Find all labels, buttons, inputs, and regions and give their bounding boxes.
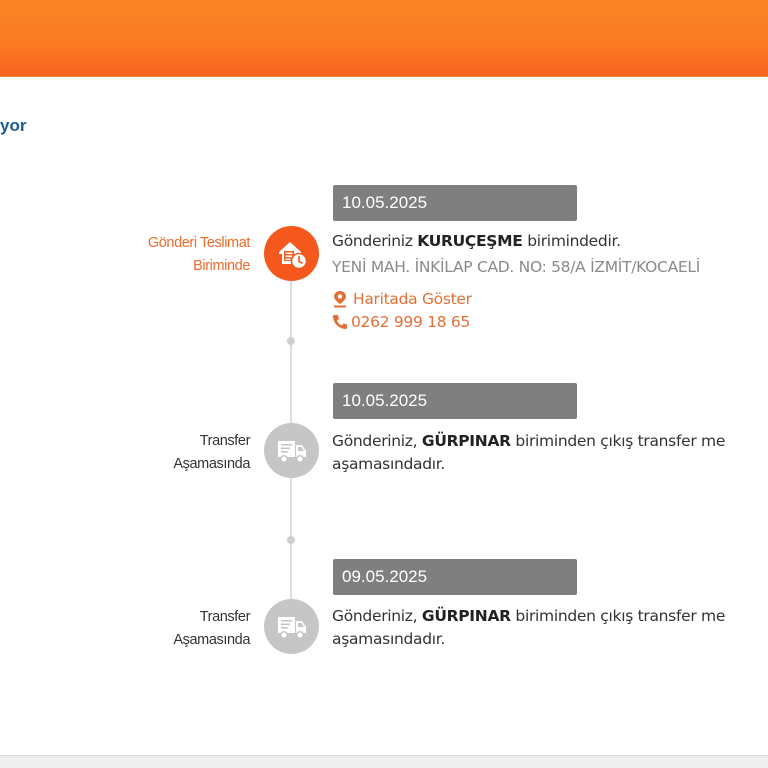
event-status-label	[148, 232, 250, 278]
unit-address: YENİ MAH. İNKİLAP CAD. NO: 58/A İZMİT/KOCAELİ	[332, 258, 700, 276]
event-description-prefix: Gönderiniz	[332, 232, 418, 250]
event-status-label-line1: Transfer	[199, 433, 250, 449]
event-date: 10.05.2025	[333, 383, 577, 419]
event-status-label-line2: Aşamasında	[173, 632, 250, 648]
header-bar	[0, 0, 768, 77]
footer-bar	[0, 755, 768, 768]
show-on-map-label: Haritada Göster	[353, 290, 472, 308]
event-unit-name: KURUÇEŞME	[417, 232, 523, 250]
timeline-dot	[287, 536, 295, 544]
shipment-status-heading: yor	[0, 116, 27, 135]
unit-phone-number: 0262 999 18 65	[351, 313, 471, 331]
event-unit-name: GÜRPINAR	[421, 432, 511, 450]
event-description	[332, 430, 725, 476]
truck-icon	[264, 423, 319, 478]
unit-phone-link[interactable]	[332, 313, 470, 331]
phone-icon	[332, 314, 348, 330]
event-status-label-line2: Aşamasında	[173, 456, 250, 472]
event-status-label-line1: Gönderi Teslimat	[147, 235, 250, 251]
event-unit-name: GÜRPINAR	[421, 607, 511, 625]
event-description-suffix: birimindedir.	[522, 232, 621, 250]
event-date: 10.05.2025	[333, 185, 577, 221]
map-pin-icon	[332, 290, 348, 308]
event-description-suffix: biriminden çıkış transfer me	[510, 432, 726, 450]
event-description	[332, 605, 725, 651]
event-description-line2: aşamasındadır.	[332, 630, 446, 648]
event-description-line2: aşamasındadır.	[332, 455, 446, 473]
event-status-label-line1: Transfer	[199, 609, 250, 625]
truck-icon	[264, 599, 319, 654]
event-date: 09.05.2025	[333, 559, 577, 595]
event-description-prefix: Gönderiniz,	[332, 432, 422, 450]
event-status-label	[173, 606, 250, 652]
delivery-unit-clock-icon	[264, 226, 319, 281]
event-status-label-line2: Biriminde	[193, 258, 250, 274]
event-description-prefix: Gönderiniz,	[332, 607, 422, 625]
timeline-dot	[287, 337, 295, 345]
event-description	[332, 230, 621, 253]
event-description-suffix: biriminden çıkış transfer me	[510, 607, 726, 625]
event-status-label	[173, 430, 250, 476]
show-on-map-link[interactable]	[332, 290, 472, 308]
